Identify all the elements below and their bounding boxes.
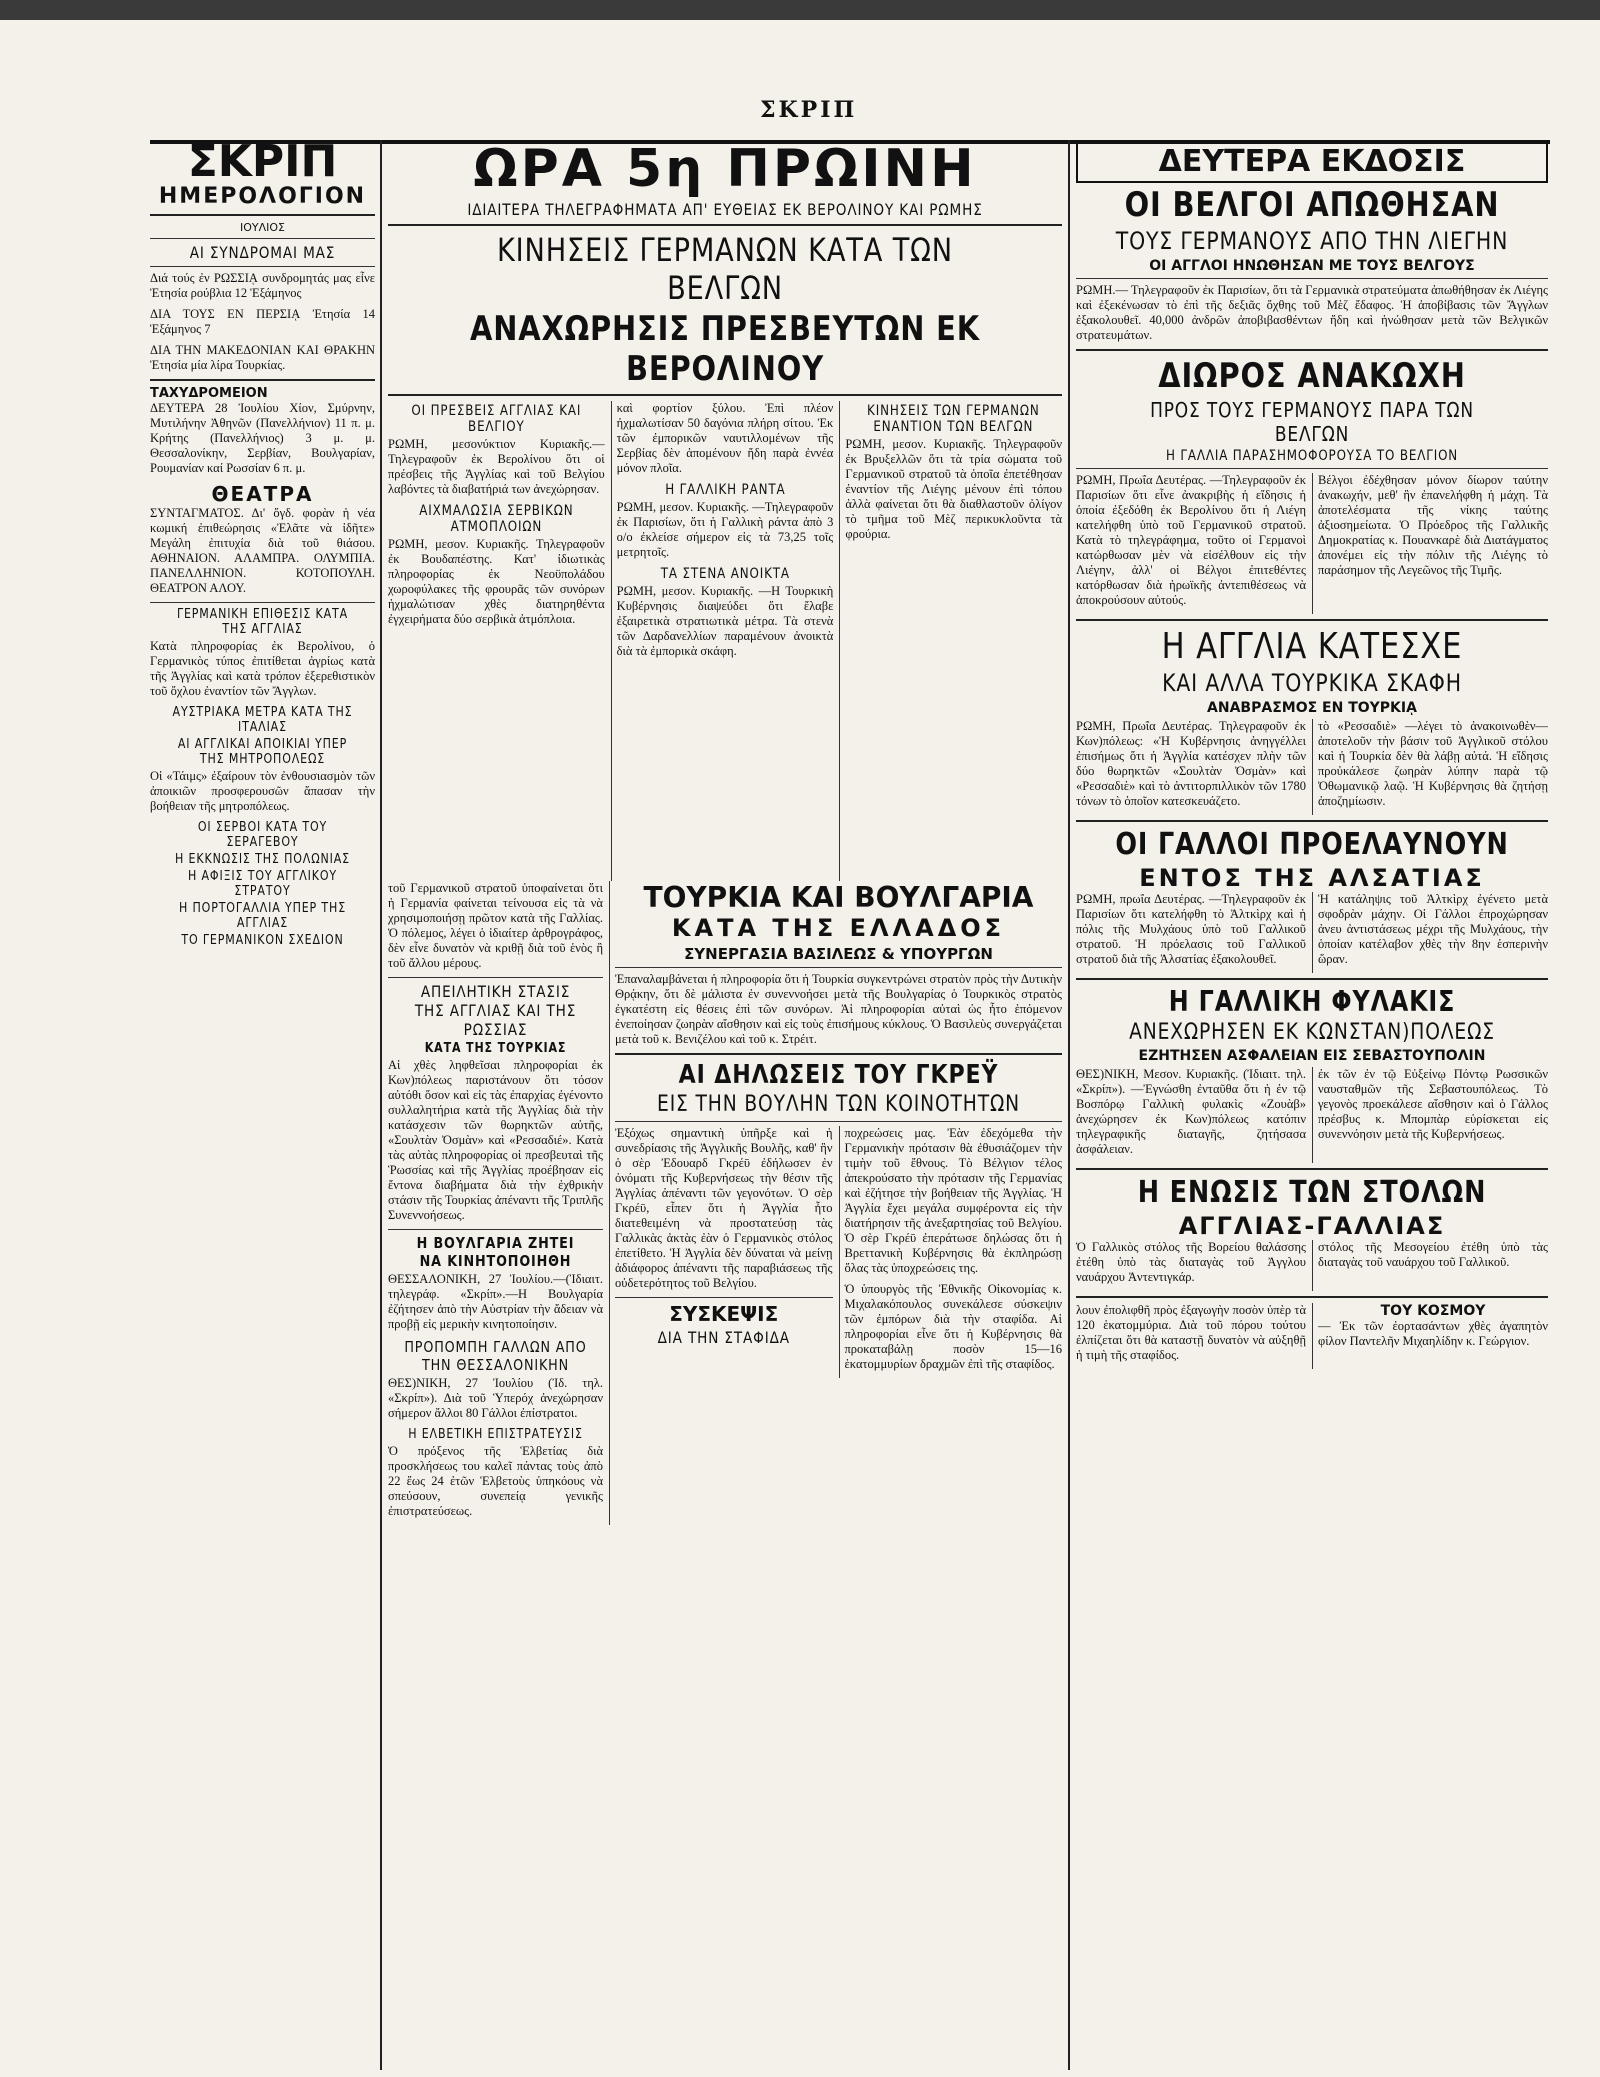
heading-currants: ΔΙΑ ΤΗΝ ΣΤΑΦΙΔΑ xyxy=(657,1328,790,1347)
text-belgians: ΡΩΜΗ.— Τηλεγραφοῦν ἐκ Παρισίων, ὅτι τὰ Γερμανικὰ στρατεύματα ἀπωθήθησαν ἐκ Λιέγης καὶ ἐξεκένωσαν τὸ ἐπὶ τῆς δεξιᾶς ὄχθης τοῦ Μὲζ ἔδαφος. Ἡ ἀποβίβασις τῶν Ἄγγλων ἐξακολουθεῖ. 40,000 ἀνδρῶν ἀποβιβασθέντων ἤδη καὶ ἡνώθησαν μετὰ τῶν Βελγικῶν στρατευμάτων. xyxy=(1076,283,1548,342)
divider xyxy=(1076,1168,1548,1170)
headline-left-constantinople: ΑΝΕΧΩΡΗΣΕΝ ΕΚ ΚΩΝΣΤΑΝ)ΠΟΛΕΩΣ xyxy=(1129,1020,1495,1045)
main-headline: ΩΡΑ 5η ΠΡΩΙΝΗ xyxy=(473,140,977,199)
text-alsace-a: ΡΩΜΗ, πρωΐα Δευτέρας. —Τηλεγραφοῦν ἐκ Παρισίων ὅτι κατελήφθη τὸ Ἀλτκὶρχ καὶ ἡ πόλις τῆς Μυλχάους ὑπὸ τοῦ Γαλλικοῦ στρατοῦ. Ἡ πρόελασις τοῦ Γαλλικοῦ στρατοῦ διὰ τῆς Ἀλσατίας ἐξακολουθεῖ. xyxy=(1076,892,1306,966)
text-captivity: ΡΩΜΗ, μεσον. Κυριακῆς. Τηλεγραφοῦν ἐκ Βουδαπέστης. Κατ' ἰδιωτικὰς πληροφορίας ἐκ Νεοϋπολάδου χωροφύλακες τῆς φρουρᾶς τῶν συνόρων ἠχμαλώτισαν χθὲς διατηρηθέντα ἐγχειρήματα δύο σερβικὰ ἀτμόπλοια. xyxy=(388,537,605,626)
divider xyxy=(1076,278,1548,279)
headline-grey-declarations: ΑΙ ΔΗΛΩΣΕΙΣ ΤΟΥ ΓΚΡΕΫ xyxy=(678,1060,999,1090)
divider xyxy=(615,1297,833,1298)
headline-cooperation: ΣΥΝΕΡΓΑΣΙΑ ΒΑΣΙΛΕΩΣ & ΥΠΟΥΡΓΩΝ xyxy=(684,945,993,963)
text-straits: ΡΩΜΗ, μεσον. Κυριακῆς. —Η Τουρκικὴ Κυβέρνησις διαψεύδει ὅτι ἔλαβε ἐξαιρετικὰ στρατιωτικὰ μέτρα. Τὰ στενὰ τῶν Δαρδανελλίων παραμένουν ἀνοικτὰ διὰ τὰ ἐμπορικὰ σκάφη. xyxy=(616,584,834,658)
subcolumn xyxy=(388,881,603,1525)
heading-straits: ΤΑ ΣΤΕΝΑ ΑΝΟΙΚΤΑ xyxy=(660,566,790,582)
text-french-departure: ΘΕΣ)ΝΙΚΗ, 27 Ἰουλίου (Ἰδ. τηλ. «Σκρίπ»). Διὰ τοῦ Ὑπερόχ ἀνεχώρησαν σήμερον ἄλλοι 80 Γάλλοι ἐπίστρατοι. xyxy=(388,1376,603,1420)
divider xyxy=(388,224,1062,226)
subscriptions-heading: ΑΙ ΣΥΝΔΡΟΜΑΙ ΜΑΣ xyxy=(189,243,336,262)
calendar-subtitle: ΗΜΕΡΟΛΟΓΙΟΝ xyxy=(158,184,367,209)
heading-portugal: Η ΠΟΡΤΟΓΑΛΛΙΑ ΥΠΕΡ ΤΗΣ ΑΓΓΛΙΑΣ xyxy=(178,901,347,931)
guardship-text-row xyxy=(1076,1067,1548,1163)
divider xyxy=(1076,349,1548,351)
divider xyxy=(1076,619,1548,621)
headline-england-france: ΑΓΓΛΙΑΣ-ΓΑΛΛΙΑΣ xyxy=(1178,1212,1446,1240)
subcolumn xyxy=(609,881,1062,1525)
text-grey-2: ποχρεώσεις μας. Ἐὰν ἐδεχόμεθα τὴν Γερμανικὴν πρότασιν θὰ ἐθυσιάζομεν τὴν τιμὴν τοῦ ἔθνους. Τὸ Βέλγιον τέλος ἀπεκρούσατο τὴν πρότασιν τῆς Γερμανίας καὶ ἐζήτησε τὴν βοήθειαν τῆς Ἀγγλίας. Ἡ Ἀγγλία ἔχει μεγάλα συμφέροντα εἰς τὴν διατήρησιν τῆς ἀνεξαρτησίας τοῦ Βελγίου. Ὁ σὲρ Γκρέῡ ἐπεράτωσε δηλώσας ὅτι ἡ Βρεττανικὴ Κυβέρνησις θὰ ἐκπληρώσῃ ὅλας τὰς ὑποχρεώσεις της. xyxy=(844,1126,1062,1275)
text-ambassadors: ΡΩΜΗ, μεσονύκτιον Κυριακῆς.— Τηλεγραφοῦν ἐκ Βερολίνου ὅτι οἱ πρέσβεις τῆς Ἀγγλίας καὶ τοῦ Βελγίου λαβόντες τὰ διαβατήριά των ἀνεχώρησαν. xyxy=(388,437,605,496)
subcolumn xyxy=(1076,1067,1306,1163)
headline-turkey-bulgaria: ΤΟΥΡΚΙΑ ΚΑΙ ΒΟΥΛΓΑΡΙΑ xyxy=(643,881,1034,914)
text-threatening: Αἱ χθὲς ληφθεῖσαι πληροφορίαι ἐκ Κων)πόλεως παριστάνουν ὅτι τόσον αὐτόθι ὅσον καὶ εἰς τὰς ἐπαρχίας ἐγένοντο συλλαλητήρια κατὰ τῆς Ἀγγλίας διὰ τὴν κατάσχεσιν τῶν θωρηκτῶν αὐτῆς, «Σουλτὰν Ὀσμὰν» καὶ «Ρεσσαδιέ». Κατὰ τὰς αὐτὰς πληροφορίας οἱ πρεσβευταὶ τῆς Ῥωσσίας καὶ τῆς Ἀγγλίας προέβησαν εἰς ἔντονα διαβήματα διὰ τὴν ἐχθρικὴν στάσιν τῆς Τουρκίας ἀπέναντι τῆς Τριπλῆς Συνεννοήσεως. xyxy=(388,1058,603,1222)
post-text: ΔΕΥΤΕΡΑ 28 Ἰουλίου Χίον, Σμύρνην, Μυτιλήνην Ἀθηνῶν (Πανελλήνιον) 11 π. μ. Κρήτης (Πανελλήνιος) 3 μ. μ. Θεσσαλονίκην, Σερβίαν, Βουλγαρίαν, Ρουμανίαν καί Ρωσσίαν 6 π. μ. xyxy=(150,401,375,475)
main-subhead: ΙΔΙΑΙΤΕΡΑ ΤΗΛΕΓΡΑΦΗΜΑΤΑ ΑΠ' ΕΥΘΕΙΑΣ ΕΚ ΒΕΡΟΛΙΝΟΥ ΚΑΙ ΡΩΜΗΣ xyxy=(467,200,983,219)
heading-threatening: ΑΠΕΙΛΗΤΙΚΗ ΣΤΑΣΙΣ ΤΗΣ ΑΓΓΛΙΑΣ ΚΑΙ ΤΗΣ ΡΩΣΣΙΑΣ xyxy=(414,982,577,1039)
text-french-rente: ΡΩΜΗ, μεσον. Κυριακῆς. —Τηλεγραφοῦν ἐκ Παρισίων, ὅτι ἡ Γαλλικὴ ράντα ἀπὸ 3 ο/ο ἐκλείσε σήμερον εἰς τὰ 73,25 τοῖς μετρητοῖς. xyxy=(616,500,834,559)
heading-against-turkey: ΚΑΤΑ ΤΗΣ ΤΟΥΡΚΙΑΣ xyxy=(424,1041,567,1056)
text-bulgaria: ΘΕΣΣΑΛΟΝΙΚΗ, 27 Ἰουλίου.—(Ἰδιαιτ. τηλεγράφ. «Σκρίπ».—Η Βουλγαρία ἐζήτησεν ἀπὸ τὴν Αὐστρίαν τὴν ἄδειαν νὰ προβῇ εἰς μερικὴν κινητοποίησιν. xyxy=(388,1272,603,1331)
heading-bulgaria: Η ΒΟΥΛΓΑΡΙΑ ΖΗΤΕΙ ΝΑ ΚΙΝΗΤΟΠΟΙΗΘΗ xyxy=(416,1234,575,1270)
text-guardship-a: ΘΕΣ)ΝΙΚΗ, Μεσον. Κυριακῆς. (Ἰδιαιτ. τηλ. «Σκρίπ»). —Ἐγνώσθη ἐνταῦθα ὅτι ἡ ἐν τῷ Βοσπόρῳ Γαλλικὴ φυλακὶς «Ζουὰβ» ἀνεχώρησεν ἐκ Κων)πόλεως κατόπιν τηλεγραφικῆς διαταγῆς, ζητήσασα ἀσφάλειαν. xyxy=(1076,1067,1306,1156)
headline-belgians-repelled: ΟΙ ΒΕΛΓΟΙ ΑΠΩΘΗΣΑΝ xyxy=(1124,185,1500,225)
text-bottom: λουν ἐπολιφθῆ πρὸς ἐξαγωγὴν ποσὸν ὑπὲρ τὰ 120 ἑκατομμύρια. Διὰ τοῦ πόρου τούτου ἐλπίζεται ὅτι θὰ καταστῇ δυνατὸν νὰ αὐξηθῇ ἡ τιμὴ τῆς σταφίδος. xyxy=(1076,1303,1306,1362)
heading-german-movements: ΚΙΝΗΣΕΙΣ ΤΩΝ ΓΕΡΜΑΝΩΝ ΕΝΑΝΤΙΟΝ ΤΩΝ ΒΕΛΓΩΝ xyxy=(867,403,1040,435)
heading-french-departure: ΠΡΟΠΟΜΠΗ ΓΑΛΛΩΝ ΑΠΟ ΤΗΝ ΘΕΣΣΑΛΟΝΙΚΗΝ xyxy=(404,1338,587,1374)
text-truce-a: ΡΩΜΗ, Πρωΐα Δευτέρας. —Τηλεγραφοῦν ἐκ Παρισίων ὅτι εἶνε ἀνακριβὴς ἡ εἴδησις ἡ ὁποία ἐξεδόθη ἐκ Βερολίνου ὅτι ἡ Λιέγη κατελήφθη ὑπὸ τοῦ Γερμανικοῦ στρατοῦ. Κατὰ τὸ τηλεγράφημα, τοῦτο οἱ Γερμανοὶ κατώρθωσαν μὲν νὰ εἰσέλθουν εἰς τὴν Λιέγην, ἀλλ' οἱ Βέλγοι ἐπιτεθέντες κατόρθωσαν διὰ ἡρωϊκῆς ἀντεπιθέσεως νὰ ἀποκρούσουν αὐτούς. xyxy=(1076,473,1306,607)
subcolumn xyxy=(1076,473,1306,614)
masthead xyxy=(0,22,1600,122)
theatre-heading: ΘΕΑΤΡΑ xyxy=(211,482,314,506)
text-truce-b: Βέλγοι ἐδέχθησαν μόνον δίωρον ταύτην ἀνακωχήν, μεθ' ἣν ἐπανελήφθη ἡ μάχη. Τὰ ἀποτελέσματα τῆς νίκης ταύτης ἀξιοσημείωτα. Ὁ Πρόεδρος τῆς Γαλλικῆς Δημοκρατίας κ. Πουανκαρὲ διὰ Διατάγματος ἀπονέμει εἰς τὴν πόλιν τῆς Λιέγης τὸ παράσημον τῆς Λεγεῶνος τῆς Τιμῆς. xyxy=(1318,473,1548,577)
subcolumn xyxy=(388,401,605,881)
theatre-text: ΣΥΝΤΑΓΜΑΤΟΣ. Δι' ὄγδ. φορὰν ἡ νέα κωμική ἐπιθεώρησις «Ἐλᾶτε νὰ ἰδῆτε» Μεγάλη ἐπιτυχία διὰ τοῦ θιάσου. ΑΘΗΝΑΙΟΝ. ΑΛΑΜΠΡΑ. ΟΛΥΜΠΙΑ. ΠΑΝΕΛΛΗΝΙΟΝ. ΚΟΤΟΠΟΥΛΗ. ΘΕΑΤΡΟΝ ΑΛΟΥ. xyxy=(150,506,375,595)
subcolumn xyxy=(1312,719,1548,815)
divider xyxy=(388,1229,603,1230)
heading-swiss: Η ΕΛΒΕΤΙΚΗ ΕΠΙΣΤΡΑΤΕΥΣΙΣ xyxy=(408,1427,583,1442)
text-cargo: καὶ φορτίον ξύλου. Ἐπὶ πλέον ἠχμαλωτίσαν 50 δαγόνια πλήρη σίτου. Ἐκ τῶν ἐμπορικῶν ναυτιλλομένων τῆς Σερβίας δὲν ἀπομένουν ἤδη παρὰ ἐννέα μόνον πλοῖα. xyxy=(616,401,834,475)
bottom-row xyxy=(1076,1303,1548,1369)
news-row-bottom xyxy=(388,881,1062,1525)
subcolumn xyxy=(1312,1303,1548,1369)
heading-meeting: ΣΥΣΚΕΨΙΣ xyxy=(669,1302,779,1326)
text-colonies: Οἱ «Τάιμς» ἐξαίρουν τὸν ἐνθουσιασμὸν τῶν ἀποικιῶν προσφερουσῶν ἅπασαν τὴν βοήθειαν τῆς μητροπόλεως. xyxy=(150,769,375,813)
divider xyxy=(615,967,1062,968)
text-cooperation: Ἐπαναλαμβάνεται ἡ πληροφορία ὅτι ἡ Τουρκία συγκεντρώνει στρατὸν πρὸς τὴν Δυτικὴν Θρᾴκην, ὅτι δὲ μάλιστα ἐν συνεννοήσει μετὰ τῆς Βουλγαρίας ὁ Τουρκικὸς στρατὸς ἐγκατέστη εἰς θέσεις ἐπὶ τῶν συνόρων. Ἀἱ πληροφορίαι αὐταὶ ὡς ἦτο ἑπόμενον ἐνεποίησαν ζωηρὰν αἴσθησιν καὶ εἰς τοὺς ἐπισήμους κύκλους. Ὁ Βασιλεὺς συνεργάζεται μετὰ τοῦ κ. Βενιζέλου καὶ τοῦ κ. Στρέιτ. xyxy=(615,972,1062,1046)
divider xyxy=(1076,1296,1548,1298)
text-turkey-intro: τοῦ Γερμανικοῦ στρατοῦ ὑποφαίνεται ὅτι ἡ Γερμανία φαίνεται τείνουσα εἰς τὰ νὰ χρησιμοποιήσῃ πρῶτον κατὰ τῆς Γαλλίας. Ὁ πόλεμος, λέγει ὁ ἰδιαίτερ ἀρθρογράφος, δὲν εἶνε δυνατὸν νὰ κριθῇ διὰ τοῦ ἑνὸς ἢ τοῦ ἄλλου μέρους. xyxy=(388,881,603,970)
heading-poland: Η ΕΚΚΝΩΣΙΣ ΤΗΣ ΠΟΛΩΝΙΑΣ xyxy=(175,852,350,867)
headline-german-moves: ΚΙΝΗΣΕΙΣ ΓΕΡΜΑΝΩΝ ΚΑΤΑ ΤΩΝ ΒΕΛΓΩΝ xyxy=(497,231,953,307)
heading-english-army: Η ΑΦΙΞΙΣ ΤΟΥ ΑΓΓΛΙΚΟΥ ΣΤΡΑΤΟΥ xyxy=(187,869,338,899)
headline-other-ships: ΚΑΙ ΑΛΛΑ ΤΟΥΡΚΙΚΑ ΣΚΑΦΗ xyxy=(1162,669,1462,697)
text-alsace-b: Ἡ κατάληψις τοῦ Ἀλτκὶρχ ἐγένετο μετὰ σφοδρὰν μάχην. Οἱ Γάλλοι ἐπροχώρησαν ἀνευ ἀντιστάσεως μέχρι τῆς Μυλχάους, τὴν ὁποίαν κατέλαβον χθὲς τὴν 8ην ἑσπερινὴν ὥραν. xyxy=(1318,892,1548,966)
calendar-title: ΣΚΡΙΠ xyxy=(187,140,338,187)
second-edition-headline: ΔΕΥΤΕΡΑ ΕΚΔΟΣΙΣ xyxy=(1076,140,1548,183)
heading-german-attack: ΓΕΡΜΑΝΙΚΗ ΕΠΙΘΕΣΙΣ ΚΑΤΑ ΤΗΣ ΑΓΓΛΙΑΣ xyxy=(176,607,349,637)
alsace-text-row xyxy=(1076,892,1548,973)
truce-text-row xyxy=(1076,473,1548,614)
divider xyxy=(1076,978,1548,980)
heading-german-plan: ΤΟ ΓΕΡΜΑΝΙΚΟΝ ΣΧΕΔΙΟΝ xyxy=(181,933,344,948)
heading-austria: ΑΥΣΤΡΙΑΚΑ ΜΕΤΡΑ ΚΑΤΑ ΤΗΣ ΙΤΑΛΙΑΣ xyxy=(172,705,353,735)
subcolumn xyxy=(615,1126,833,1378)
text-seized-a: ΡΩΜΗ, Πρωΐα Δευτέρας. Τηλεγραφοῦν ἐκ Κων)πόλεως: «Ἡ Κυβέρνησις ἀνηγγέλλει ἐπισήμως ὅτι ἡ Ἀγγλία κατέσχεν πλὴν τῶν δύο θωρηκτῶν «Σουλτὰν Ὀσμὰν» καὶ «Ρεσσαδιὲ» καὶ τὸ ἀντιτορπιλλικὸν τῶν 1780 τόνων τὸ ὁποῖον κατεσκευάζετο. xyxy=(1076,719,1306,808)
heading-world: ΤΟΥ ΚΟΣΜΟΥ xyxy=(1380,1303,1486,1319)
subcolumn xyxy=(839,401,1062,881)
subcolumn xyxy=(1076,892,1306,973)
text-seized-b: τὸ «Ρεσσαδιὲ» —λέγει τὸ ἀνακοινωθὲν— ἀποτελοῦν τὴν βάσιν τοῦ Ἀγγλικοῦ στόλου καὶ ἡ Τουρκία δὲν θὰ λάβῃ αὐτά. Ἡ εἴδησις προὐκάλεσε ζωηρὰν λύπην παρὰ τῷ Ὀθωμανικῷ λαῷ. Ἡ Κυβέρνησις θὰ ζητήσῃ ἀποζημίωσιν. xyxy=(1318,719,1548,808)
headline-sevastopol: ΕΖΗΤΗΣΕΝ ΑΣΦΑΛΕΙΑΝ ΕΙΣ ΣΕΒΑΣΤΟΥΠΟΛΙΝ xyxy=(1138,1048,1486,1064)
grey-text-row xyxy=(615,1126,1062,1378)
headline-truce: ΔΙΩΡΟΣ ΑΝΑΚΩΧΗ xyxy=(1158,356,1466,396)
headline-against-greece: ΚΑΤΑ ΤΗΣ ΕΛΛΑΔΟΣ xyxy=(671,914,1006,942)
subcolumn xyxy=(1312,892,1548,973)
headline-french-guardship: Η ΓΑΛΛΙΚΗ ΦΥΛΑΚΙΣ xyxy=(1168,985,1456,1018)
subcolumn xyxy=(1076,719,1306,815)
headline-french-advance: ΟΙ ΓΑΛΛΟΙ ΠΡΟΕΛΑΥΝΟΥΝ xyxy=(1115,827,1509,862)
column-second-edition xyxy=(1076,140,1548,2070)
subcolumn xyxy=(1312,1240,1548,1291)
headline-france-decorates: Η ΓΑΛΛΙΑ ΠΑΡΑΣΗΜΟΦΟΡΟΥΣΑ ΤΟ ΒΕΛΓΙΟΝ xyxy=(1165,448,1459,464)
text-german-movements: ΡΩΜΗ, μεσον. Κυριακῆς. Τηλεγραφοῦν ἐκ Βρυξελλῶν ὅτι τὰ τρία σώματα τοῦ Γερμανικοῦ στρατοῦ τὰ ὁποῖα ἐπετέθησαν ἐναντίον τῆς Λιέγης μένουν ἐπὶ τόπου ἀλλὰ φαίνεται ὅτι θὰ διαθλαστοῦν ὀλίγον τὸ τμῆμα τοῦ Μὲζ περικυκλοῦντα τὰ φρούρια. xyxy=(845,437,1063,541)
text-german-attack: Κατὰ πληροφορίας ἐκ Βερολίνου, ὁ Γερμανικὸς τύπος ἐπιτίθεται ἀγρίως κατὰ τῆς Ἀγγλίας καὶ κατὰ τρόπον ἐξερεθιστικὸν τοῦ ὄχλου ἐναντίον τῶν Ἄγγλων. xyxy=(150,639,375,698)
heading-serbs: ΟΙ ΣΕΡΒΟΙ ΚΑΤΑ ΤΟΥ ΣΕΡΑΓΕΒΟΥ xyxy=(197,820,328,850)
fleets-text-row xyxy=(1076,1240,1548,1291)
heading-french-rente: Η ΓΑΛΛΙΚΗ ΡΑΝΤΑ xyxy=(664,482,786,498)
seized-text-row xyxy=(1076,719,1548,815)
subcolumn xyxy=(1076,1240,1306,1291)
subscriptions-russia: Διά τούς ἐν ΡΩΣΣΙᾼ συνδρομητάς μας εἶνε Ἐτησία ρούβλια 12 Ἑξάμηνος xyxy=(150,271,375,300)
subcolumn xyxy=(1076,1303,1306,1369)
subcolumn xyxy=(1312,1067,1548,1163)
text-currants: Ὁ ὑπουργὸς τῆς Ἐθνικῆς Οἰκονομίας κ. Μιχαλακόπουλος συνεκάλεσε σύσκεψιν τῶν ἐμπόρων διὰ τὴν σταφίδα. Αἱ πληροφορίαι εἶνε ὅτι ἡ Κυβέρνησις θὰ προκαταβάλῃ ποσὸν 15—16 ἑκατομμυρίων δραχμῶν ἐπὶ τῆς σταφίδος. xyxy=(844,1282,1062,1371)
headline-commons: ΕΙΣ ΤΗΝ ΒΟΥΛΗΝ ΤΩΝ ΚΟΙΝΟΤΗΤΩΝ xyxy=(657,1092,1020,1117)
heading-ambassadors: ΟΙ ΠΡΕΣΒΕΙΣ ΑΓΓΛΙΑΣ ΚΑΙ ΒΕΛΓΙΟΥ xyxy=(411,403,582,435)
text-fleets-b: στόλος τῆς Μεσογείου ἐτέθη ὑπὸ τὰς διαταγὰς τοῦ ναυάρχου τοῦ Γαλλικοῦ. xyxy=(1318,1240,1548,1269)
post-heading: ΤΑΧΥΔΡΟΜΕΙΟΝ xyxy=(150,386,268,401)
divider xyxy=(388,394,1062,396)
paper-name: ΣΚΡΙΠ xyxy=(760,97,858,123)
calendar-month: ΙΟΥΛΙΟΣ xyxy=(240,221,285,234)
divider xyxy=(615,1053,1062,1055)
text-fleets-a: Ὁ Γαλλικὸς στόλος τῆς Βορείου θαλάσσης ἐτέθη ὑπὸ τὰς διαταγὰς τοῦ Ἀγγλου ναυάρχου Ἀντεντιγκάρ. xyxy=(1076,1240,1306,1284)
divider xyxy=(1076,820,1548,822)
heading-captivity: ΑΙΧΜΑΛΩΣΙΑ ΣΕΡΒΙΚΩΝ ΑΤΜΟΠΛΟΙΩΝ xyxy=(419,503,574,535)
divider xyxy=(150,214,375,216)
subscriptions-macedonia: ΔΙΑ ΤΗΝ ΜΑΚΕΔΟΝΙΑΝ ΚΑΙ ΘΡΑΚΗΝ Ἐτησία μία λίρα Τουρκίας. xyxy=(150,343,375,372)
divider xyxy=(615,1121,1062,1122)
headline-english-united: ΟΙ ΑΓΓΛΟΙ ΗΝΩΘΗΣΑΝ ΜΕ ΤΟΥΣ ΒΕΛΓΟΥΣ xyxy=(1149,258,1475,274)
subcolumn xyxy=(839,1126,1063,1378)
column-main-news xyxy=(380,140,1070,2070)
headline-truce-sub: ΠΡΟΣ ΤΟΥΣ ΓΕΡΜΑΝΟΥΣ ΠΑΡΑ ΤΩΝ ΒΕΛΓΩΝ xyxy=(1150,398,1474,446)
text-grey-1: Ἐξόχως σημαντικὴ ὑπῆρξε καὶ ἡ συνεδρίασις τῆς Ἀγγλικῆς Βουλῆς, καθ' ἣν ὁ σὲρ Ἐδουαρδ Γκρέῡ ἐδήλωσεν ἐν ὀνόματι τῆς Κυβερνήσεως τὴν θέσιν τῆς Ἀγγλίας ἀπέναντι τῶν γεγονότων. Ὁ σὲρ Γκρέῡ, εἶπεν ὅτι ἡ Ἀγγλία ἦτο διατεθειμένη νὰ προστατεύσῃ τὰς Γαλλικὰς ἀκτὰς ἐὰν ὁ Γερμανικὸς στόλος ἐπετίθετο. Ἡ Ἀγγλία δὲν δύναται νὰ μείνῃ ἀδιάφορος ἀπέναντι τῆς παραβιάσεως τῆς οὐδετερότητος τοῦ Βελγίου. xyxy=(615,1126,833,1290)
headline-from-liege: ΤΟΥΣ ΓΕΡΜΑΝΟΥΣ ΑΠΟ ΤΗΝ ΛΙΕΓΗΝ xyxy=(1115,227,1509,255)
subscriptions-persia: ΔΙΑ ΤΟΥΣ ΕΝ ΠΕΡΣΙᾼ Ἐτησία 14 Ἑξάμηνος 7 xyxy=(150,307,375,336)
headline-alsace: ΕΝΤΟΣ ΤΗΣ ΑΛΣΑΤΙΑΣ xyxy=(1139,864,1485,892)
text-world: — Ἐκ τῶν ἐορτασάντων χθὲς ἀγαπητὸν φίλον Παντελῆν Μιχαηλίδην κ. Γεώργιον. xyxy=(1318,1319,1548,1348)
divider xyxy=(1076,468,1548,469)
heading-colonies: ΑΙ ΑΓΓΛΙΚΑΙ ΑΠΟΙΚΙΑΙ ΥΠΕΡ ΤΗΣ ΜΗΤΡΟΠΟΛΕΩΣ xyxy=(177,737,348,767)
headline-turkey-unrest: ΑΝΑΒΡΑΣΜΟΣ ΕΝ ΤΟΥΡΚΙᾼ xyxy=(1207,700,1417,716)
text-swiss: Ὁ πρόξενος τῆς Ἑλβετίας διὰ προσκλήσεως του καλεῖ πάντας τοὺς ἀπὸ 22 ἕως 24 ἐτῶν Ἑλβετοὺς ὑπηκόους νὰ σπεύσουν, συνεπείᾳ γενικῆς ἐπιστρατεύσεως. xyxy=(388,1444,603,1518)
divider xyxy=(388,977,603,978)
divider xyxy=(150,266,375,267)
headline-ambassadors: ΑΝΑΧΩΡΗΣΙΣ ΠΡΕΣΒΕΥΤΩΝ ΕΚ ΒΕΡΟΛΙΝΟΥ xyxy=(469,309,981,389)
divider xyxy=(150,238,375,239)
subcolumn xyxy=(611,401,834,881)
column-calendar xyxy=(150,140,375,2070)
headline-fleets-union: Η ΕΝΩΣΙΣ ΤΩΝ ΣΤΟΛΩΝ xyxy=(1137,1175,1487,1210)
divider xyxy=(150,379,375,381)
headline-england-seized: Η ΑΓΓΛΙΑ ΚΑΤΕΣΧΕ xyxy=(1161,626,1463,667)
divider xyxy=(150,602,375,603)
news-row-top xyxy=(388,401,1062,881)
subcolumn xyxy=(1312,473,1548,614)
top-scan-bar xyxy=(0,0,1600,20)
text-guardship-b: ἐκ τῶν ἐν τῷ Εὐξείνῳ Πόντῳ Ρωσσικῶν ναυσταθμῶν τῆς Σεβαστουπόλεως. Τὸ γεγονὸς προεκάλεσε αἴσθησιν καὶ ὁ Γάλλος πρέσβυς κ. Μπομπὰρ εὑρίσκεται εἰς συνεννόησιν μετὰ τῆς Κυβερνήσεως. xyxy=(1318,1067,1548,1141)
